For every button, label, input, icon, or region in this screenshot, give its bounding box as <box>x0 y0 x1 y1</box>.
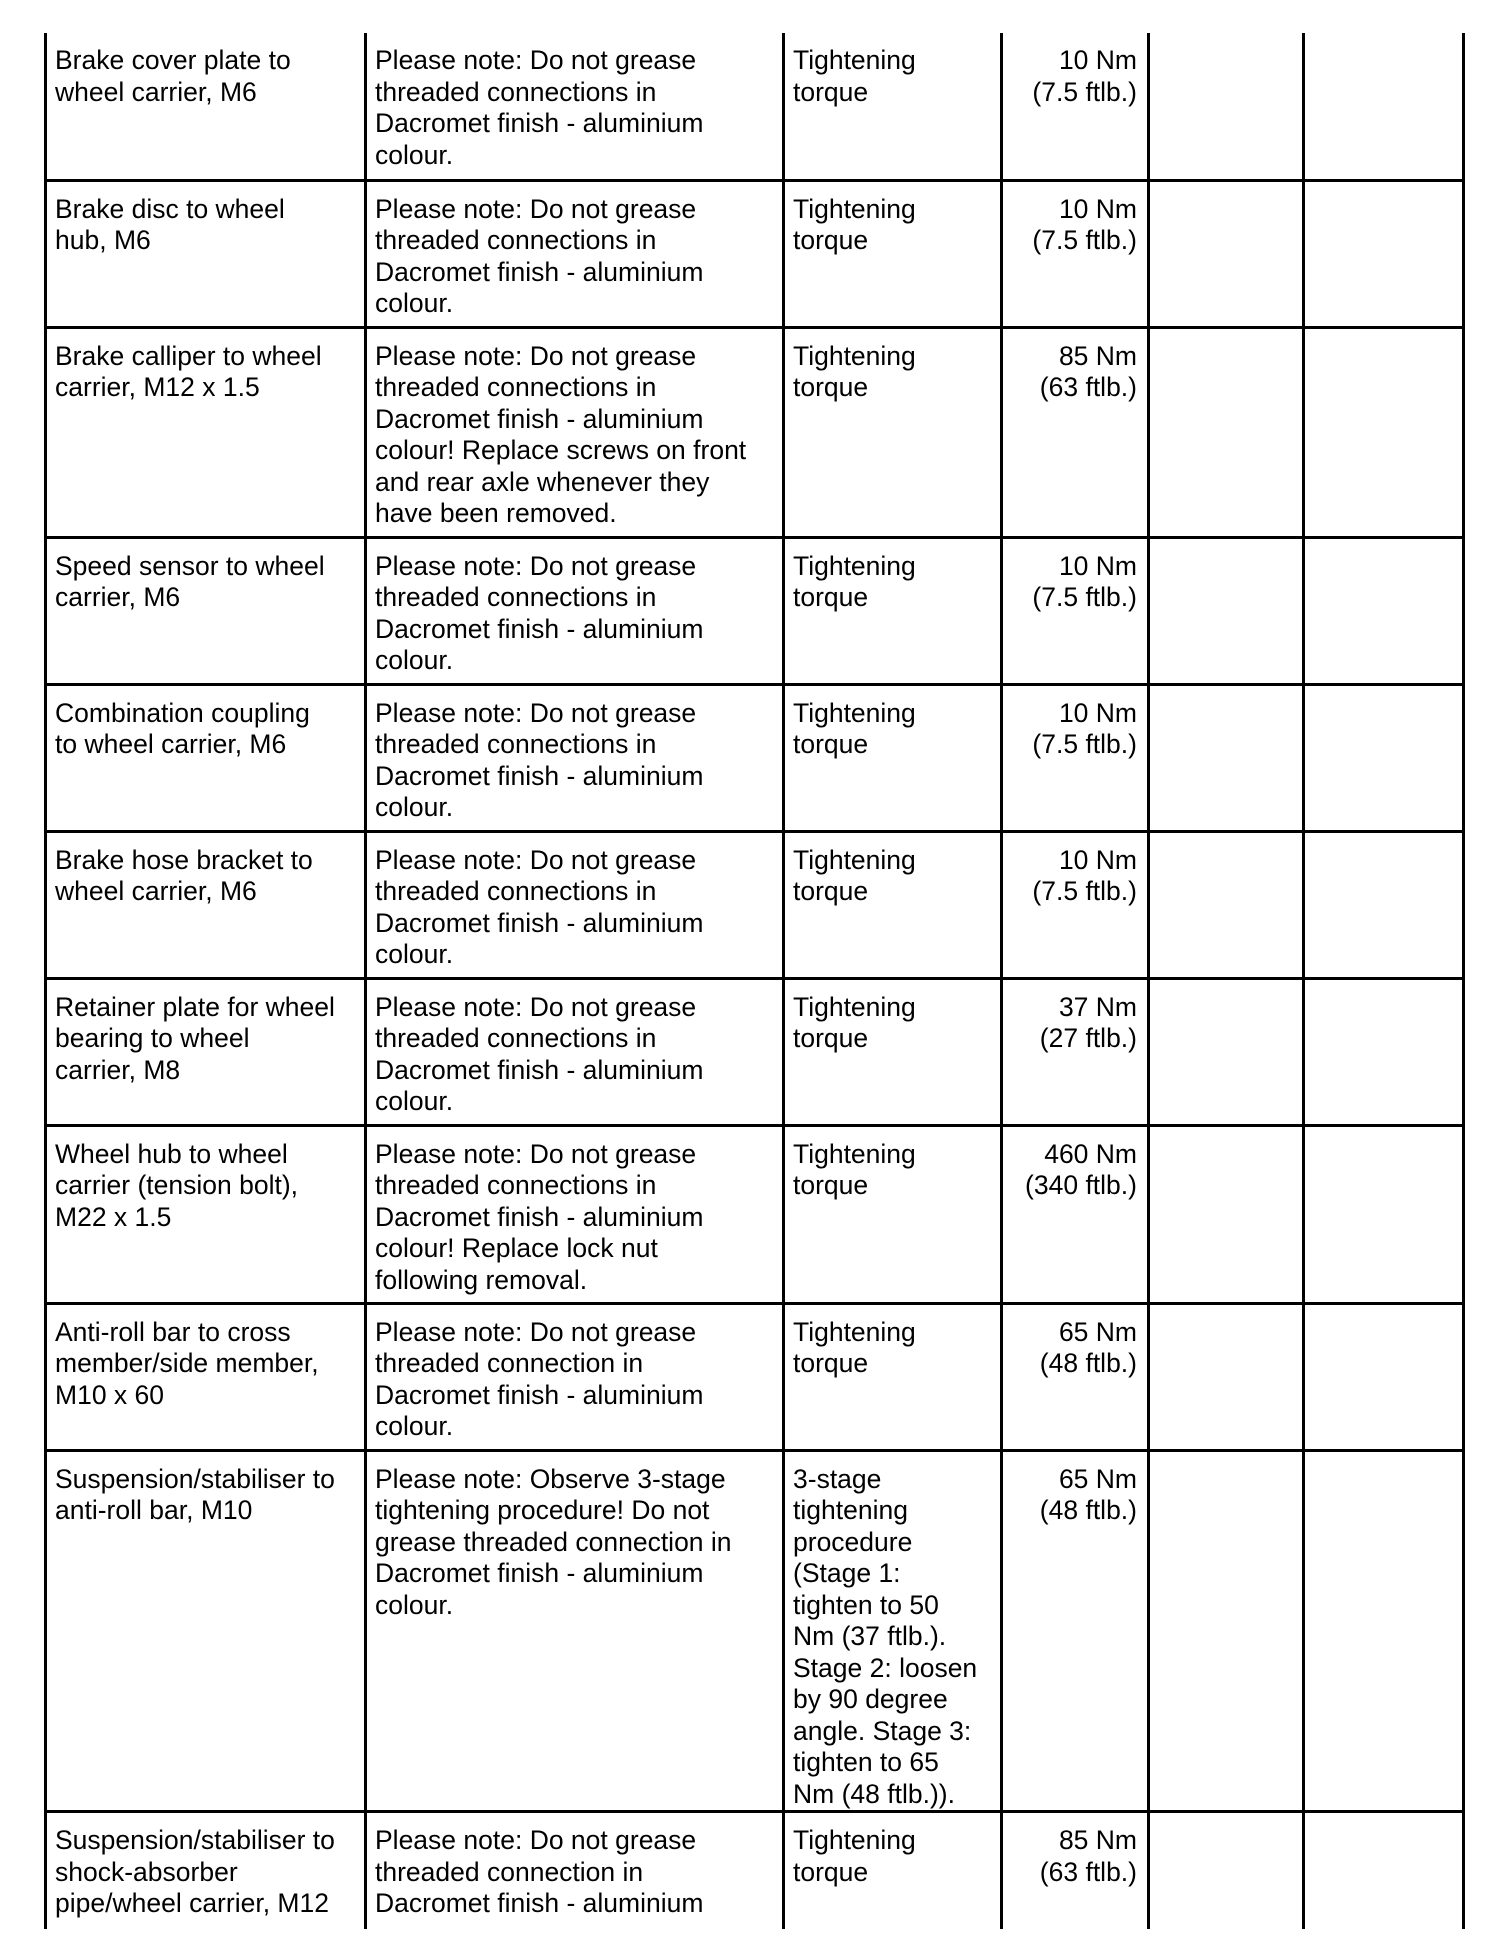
table-row <box>46 180 1464 327</box>
component-cell-line: member/side member, <box>55 1348 319 1378</box>
note-cell-line: Dacromet finish - aluminium <box>375 907 704 938</box>
note-cell-line: Please note: Do not grease <box>375 340 697 371</box>
component-cell-line: Anti-roll bar to cross <box>55 1316 291 1347</box>
torque-value-cell-line: (48 ftlb.) <box>1039 1495 1137 1525</box>
note-cell-line: have been removed. <box>375 498 617 528</box>
note-cell-line: Please note: Do not grease <box>375 45 697 75</box>
table-row <box>46 978 1464 1125</box>
empty-cell-5 <box>1149 978 1304 1125</box>
empty-cell-5 <box>1149 327 1304 537</box>
component-cell-line: Speed sensor to wheel <box>55 550 325 581</box>
note-cell-line: colour. <box>375 645 454 675</box>
note-cell-line: Please note: Observe 3-stage <box>375 1463 726 1494</box>
torque-value-cell-line: (7.5 ftlb.) <box>1032 729 1137 759</box>
tightening-type-cell-line: Tightening <box>793 550 916 581</box>
torque-value-cell <box>1002 1812 1149 1929</box>
component-cell-line: to wheel carrier, M6 <box>55 729 287 759</box>
empty-cell-5 <box>1149 537 1304 684</box>
note-cell-line: colour! Replace lock nut <box>375 1233 658 1263</box>
table-body <box>46 33 1464 1929</box>
torque-value-cell-line: 460 Nm <box>1044 1138 1137 1169</box>
torque-value-cell-line: 85 Nm <box>1058 1825 1137 1855</box>
component-cell-line: Brake disc to wheel <box>55 193 285 224</box>
note-cell <box>366 1812 784 1929</box>
component-cell <box>46 33 366 180</box>
component-cell-line: Brake cover plate to <box>55 45 291 75</box>
note-cell <box>366 180 784 327</box>
tightening-type-cell <box>784 684 1002 831</box>
note-cell-line: grease threaded connection in <box>375 1526 732 1557</box>
note-cell-line: Dacromet finish - aluminium <box>375 1558 704 1588</box>
note-cell <box>366 327 784 537</box>
torque-value-cell-line: (63 ftlb.) <box>1039 1856 1137 1887</box>
torque-value-cell <box>1002 1125 1149 1303</box>
table-row <box>46 684 1464 831</box>
component-cell-line: carrier (tension bolt), <box>55 1170 299 1200</box>
torque-specification-table <box>44 33 1465 1929</box>
empty-cell-6 <box>1304 831 1464 978</box>
torque-value-cell-line: (7.5 ftlb.) <box>1032 876 1137 906</box>
table-row <box>46 831 1464 978</box>
note-cell-line: Dacromet finish - aluminium <box>375 1054 704 1085</box>
note-cell-line: Dacromet finish - aluminium <box>375 108 704 138</box>
empty-cell-5 <box>1149 1303 1304 1450</box>
tightening-type-cell-line: torque <box>793 729 869 759</box>
component-cell <box>46 327 366 537</box>
tightening-type-cell-line: Stage 2: loosen <box>793 1652 978 1683</box>
note-cell-line: Dacromet finish - aluminium <box>375 1201 704 1232</box>
torque-value-cell-line: (48 ftlb.) <box>1039 1348 1137 1378</box>
torque-value-cell-line: 37 Nm <box>1058 991 1137 1022</box>
tightening-type-cell-line: torque <box>793 582 869 612</box>
note-cell-line: Dacromet finish - aluminium <box>375 1379 704 1410</box>
tightening-type-cell <box>784 1125 1002 1303</box>
tightening-type-cell-line: Nm (37 ftlb.). <box>793 1621 947 1651</box>
component-cell-line: anti-roll bar, M10 <box>55 1495 253 1525</box>
note-cell-line: Please note: Do not grease <box>375 1138 697 1169</box>
empty-cell-5 <box>1149 831 1304 978</box>
tightening-type-cell-line: Tightening <box>793 1138 916 1169</box>
component-cell-line: Combination coupling <box>55 697 310 728</box>
torque-value-cell-line: (27 ftlb.) <box>1039 1023 1137 1053</box>
component-cell-line: shock-absorber <box>55 1856 238 1887</box>
note-cell <box>366 33 784 180</box>
torque-value-cell-line: 65 Nm <box>1058 1316 1137 1347</box>
tightening-type-cell-line: Nm (48 ftlb.)). <box>793 1778 955 1809</box>
tightening-type-cell-line: angle. Stage 3: <box>793 1715 972 1746</box>
note-cell-line: threaded connection in <box>375 1348 644 1378</box>
torque-value-cell <box>1002 831 1149 978</box>
note-cell-line: following removal. <box>375 1264 588 1295</box>
note-cell-line: tightening procedure! Do not <box>375 1495 710 1525</box>
tightening-type-cell-line: torque <box>793 372 869 402</box>
note-cell-line: colour. <box>375 1086 454 1116</box>
note-cell <box>366 537 784 684</box>
torque-value-cell-line: 10 Nm <box>1058 45 1137 75</box>
component-cell-line: wheel carrier, M6 <box>55 76 257 107</box>
component-cell-line: Brake hose bracket to <box>55 844 313 875</box>
torque-value-cell <box>1002 1303 1149 1450</box>
tightening-type-cell-line: tighten to 65 <box>793 1747 939 1777</box>
note-cell-line: threaded connection in <box>375 1856 644 1887</box>
tightening-type-cell <box>784 537 1002 684</box>
tightening-type-cell <box>784 1812 1002 1929</box>
note-cell-line: threaded connections in <box>375 372 657 402</box>
empty-cell-6 <box>1304 33 1464 180</box>
component-cell-line: carrier, M6 <box>55 582 181 612</box>
note-cell <box>366 1450 784 1812</box>
tightening-type-cell <box>784 1450 1002 1812</box>
torque-value-cell <box>1002 1450 1149 1812</box>
note-cell <box>366 684 784 831</box>
note-cell-line: Please note: Do not grease <box>375 550 697 581</box>
tightening-type-cell-line: torque <box>793 1170 869 1200</box>
note-cell-line: Please note: Do not grease <box>375 844 697 875</box>
empty-cell-6 <box>1304 1812 1464 1929</box>
tightening-type-cell-line: torque <box>793 1348 869 1378</box>
torque-value-cell-line: (7.5 ftlb.) <box>1032 225 1137 255</box>
tightening-type-cell-line: 3-stage <box>793 1463 882 1494</box>
note-cell-line: threaded connections in <box>375 729 657 759</box>
empty-cell-5 <box>1149 684 1304 831</box>
tightening-type-cell <box>784 831 1002 978</box>
note-cell-line: colour. <box>375 939 454 969</box>
tightening-type-cell-line: Tightening <box>793 340 916 371</box>
note-cell-line: Dacromet finish - aluminium <box>375 760 704 791</box>
table-row <box>46 327 1464 537</box>
empty-cell-5 <box>1149 33 1304 180</box>
tightening-type-cell-line: procedure <box>793 1526 913 1557</box>
empty-cell-6 <box>1304 1450 1464 1812</box>
component-cell <box>46 978 366 1125</box>
tightening-type-cell-line: torque <box>793 1856 869 1887</box>
note-cell-line: colour. <box>375 1589 454 1620</box>
note-cell-line: Dacromet finish - aluminium <box>375 403 704 434</box>
note-cell-line: Please note: Do not grease <box>375 991 697 1022</box>
torque-value-cell <box>1002 33 1149 180</box>
table-row <box>46 33 1464 180</box>
note-cell-line: colour! Replace screws on front <box>375 435 747 465</box>
table-row <box>46 537 1464 684</box>
tightening-type-cell-line: Tightening <box>793 45 916 75</box>
note-cell-line: Please note: Do not grease <box>375 697 697 728</box>
torque-value-cell-line: 10 Nm <box>1058 550 1137 581</box>
torque-value-cell-line: 65 Nm <box>1058 1463 1137 1494</box>
tightening-type-cell-line: Tightening <box>793 193 916 224</box>
torque-value-cell <box>1002 684 1149 831</box>
tightening-type-cell-line: Tightening <box>793 1825 916 1855</box>
note-cell-line: colour. <box>375 792 454 822</box>
torque-value-cell-line: (63 ftlb.) <box>1039 372 1137 402</box>
note-cell <box>366 978 784 1125</box>
component-cell-line: bearing to wheel <box>55 1023 250 1053</box>
component-cell-line: wheel carrier, M6 <box>55 876 257 906</box>
table-row <box>46 1812 1464 1929</box>
empty-cell-6 <box>1304 327 1464 537</box>
component-cell-line: carrier, M12 x 1.5 <box>55 372 260 402</box>
tightening-type-cell-line: Tightening <box>793 844 916 875</box>
torque-value-cell-line: 10 Nm <box>1058 697 1137 728</box>
note-cell-line: Dacromet finish - aluminium <box>375 613 704 644</box>
empty-cell-6 <box>1304 978 1464 1125</box>
note-cell-line: threaded connections in <box>375 225 657 255</box>
note-cell-line: colour. <box>375 288 454 318</box>
component-cell-line: carrier, M8 <box>55 1054 181 1085</box>
note-cell-line: and rear axle whenever they <box>375 466 710 497</box>
tightening-type-cell <box>784 180 1002 327</box>
tightening-type-cell-line: by 90 degree <box>793 1684 948 1714</box>
tightening-type-cell <box>784 978 1002 1125</box>
table-row <box>46 1450 1464 1812</box>
note-cell-line: Please note: Do not grease <box>375 1316 697 1347</box>
torque-value-cell-line: 10 Nm <box>1058 193 1137 224</box>
note-cell-line: colour. <box>375 139 454 170</box>
tightening-type-cell-line: Tightening <box>793 991 916 1022</box>
note-cell-line: Please note: Do not grease <box>375 1825 697 1855</box>
component-cell <box>46 831 366 978</box>
component-cell-line: pipe/wheel carrier, M12 <box>55 1888 329 1918</box>
tightening-type-cell-line: (Stage 1: <box>793 1558 901 1588</box>
tightening-type-cell-line: torque <box>793 225 869 255</box>
component-cell-line: Wheel hub to wheel <box>55 1138 288 1169</box>
tightening-type-cell-line: Tightening <box>793 1316 916 1347</box>
note-cell-line: Dacromet finish - aluminium <box>375 256 704 287</box>
note-cell-line: threaded connections in <box>375 76 657 107</box>
empty-cell-5 <box>1149 1450 1304 1812</box>
component-cell <box>46 684 366 831</box>
component-cell <box>46 1303 366 1450</box>
torque-value-cell-line: 10 Nm <box>1058 844 1137 875</box>
tightening-type-cell <box>784 1303 1002 1450</box>
table-row <box>46 1125 1464 1303</box>
empty-cell-5 <box>1149 1125 1304 1303</box>
note-cell-line: threaded connections in <box>375 1023 657 1053</box>
note-cell-line: threaded connections in <box>375 1170 657 1200</box>
component-cell-line: Suspension/stabiliser to <box>55 1463 335 1494</box>
note-cell-line: Dacromet finish - aluminium <box>375 1888 704 1918</box>
component-cell <box>46 1125 366 1303</box>
torque-value-cell-line: (7.5 ftlb.) <box>1032 582 1137 612</box>
torque-value-cell-line: 85 Nm <box>1058 340 1137 371</box>
tightening-type-cell-line: tighten to 50 <box>793 1589 939 1620</box>
empty-cell-5 <box>1149 1812 1304 1929</box>
component-cell-line: Suspension/stabiliser to <box>55 1825 335 1855</box>
component-cell <box>46 180 366 327</box>
note-cell-line: threaded connections in <box>375 876 657 906</box>
tightening-type-cell <box>784 327 1002 537</box>
component-cell-line: M22 x 1.5 <box>55 1201 172 1232</box>
torque-value-cell-line: (340 ftlb.) <box>1025 1170 1137 1200</box>
tightening-type-cell-line: torque <box>793 876 869 906</box>
note-cell <box>366 1303 784 1450</box>
component-cell-line: Brake calliper to wheel <box>55 340 322 371</box>
component-cell-line: M10 x 60 <box>55 1379 165 1410</box>
empty-cell-5 <box>1149 180 1304 327</box>
torque-value-cell <box>1002 537 1149 684</box>
tightening-type-cell-line: torque <box>793 76 869 107</box>
empty-cell-6 <box>1304 1303 1464 1450</box>
component-cell-line: hub, M6 <box>55 225 151 255</box>
note-cell-line: Please note: Do not grease <box>375 193 697 224</box>
tightening-type-cell-line: torque <box>793 1023 869 1053</box>
empty-cell-6 <box>1304 537 1464 684</box>
component-cell <box>46 537 366 684</box>
tightening-type-cell-line: Tightening <box>793 697 916 728</box>
component-cell <box>46 1450 366 1812</box>
component-cell-line: Retainer plate for wheel <box>55 991 335 1022</box>
note-cell <box>366 831 784 978</box>
note-cell-line: colour. <box>375 1411 454 1441</box>
torque-value-cell <box>1002 978 1149 1125</box>
note-cell-line: threaded connections in <box>375 582 657 612</box>
torque-value-cell-line: (7.5 ftlb.) <box>1032 76 1137 107</box>
tightening-type-cell <box>784 33 1002 180</box>
torque-value-cell <box>1002 327 1149 537</box>
tightening-type-cell-line: tightening <box>793 1495 908 1525</box>
component-cell <box>46 1812 366 1929</box>
empty-cell-6 <box>1304 180 1464 327</box>
note-cell <box>366 1125 784 1303</box>
empty-cell-6 <box>1304 1125 1464 1303</box>
empty-cell-6 <box>1304 684 1464 831</box>
table-row <box>46 1303 1464 1450</box>
torque-value-cell <box>1002 180 1149 327</box>
